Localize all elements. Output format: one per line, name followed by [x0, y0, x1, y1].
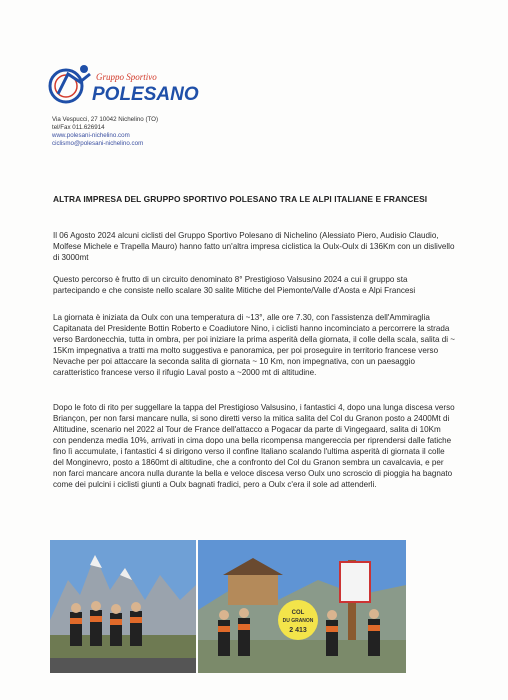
- address-line: Via Vespucci, 27 10042 Nichelino (TO): [52, 116, 159, 123]
- website-link[interactable]: www.polesani-nichelino.com: [52, 132, 130, 139]
- phone-line: tel/Fax 011.626914: [52, 124, 105, 131]
- sign-altitude: 2 413: [289, 627, 307, 634]
- photo-col-du-granon: [198, 540, 406, 673]
- paragraph-4: Dopo le foto di rito per suggellare la tappa del Prestigioso Valsusino, i fantastici 4, dopo una lunga discesa verso Briançon, per non farsi mancare nulla, si sono diretti verso la mitica salita del Col du Granon posto a 2400Mt di Altitudine, scenario nel 2022 al Tour de France dell'attacco a Pogacar da parte di Vingegaard, salita di 10Km con pendenza media 10%, arrivati in cima dopo una bella ricompensa mangereccia per riprendersi dalle fatiche fino lì accumulate, i fantastici 4 si dirigono verso il confine Italiano scalando l'ultima asperità di giornata il colle del Monginevro, posto a 1860mt di altitudine, che a confronto del Col du Granon sembra un cavalcavia, e per non farci mancare ancora nulla durante la bella e veloce discesa verso Oulx uno scroscio di pioggia ha bagnato come dei pulcini i ciclisti giunti a Oulx bagnati fradici, pero a Oulx c'era il sole ad attenderli.: [53, 403, 455, 489]
- email-link[interactable]: ciclismo@polesani-nichelino.com: [52, 140, 144, 147]
- paragraph-2: Questo percorso è frutto di un circuito denominato 8° Prestigioso Valsusino 2024 a cui il gruppo sta partecipando e che consiste nello scalare 30 salite Mitiche del Piemonte/Valle d'Aosta e Alpi Francesi: [53, 275, 416, 295]
- sign-line-1: COL: [291, 610, 305, 616]
- photo-cyclists-mountains: [50, 540, 196, 673]
- logo-text-main: POLESANO: [92, 84, 199, 105]
- club-logo: [46, 60, 199, 112]
- cyclist-logo-icon: [46, 60, 199, 112]
- paragraph-3: La giornata è iniziata da Oulx con una temperatura di ~13°, alle ore 7.30, con l'assistenza dell'Ammiraglia Capitanata del Presidente Bottin Roberto e Coadiutore Nino, i ciclisti hanno incominciato a percorrere la strada verso Bardonecchia, tutta in ombra, per poi iniziare la prima asperità della giornata, il colle della scala, salita di ~ 15Km impegnativa a tratti ma molto suggestiva e panoramica, per poi proseguire in territorio francese verso Nevache per poi attaccare la seconda salita di giornata ~ 10 Km, non impegnativa, con un paesaggio caratteristico francese verso il rifugio Laval posto a ~2000 mt di altitudine.: [53, 313, 455, 377]
- article-title: ALTRA IMPRESA DEL GRUPPO SPORTIVO POLESANO TRA LE ALPI ITALIANE E FRANCESI: [53, 194, 428, 204]
- paragraph-1: Il 06 Agosto 2024 alcuni ciclisti del Gruppo Sportivo Polesano di Nichelino (Alessiato Piero, Audisio Claudio, Molfese Michele e Trapella Mauro) hanno fatto un'altra impresa ciclistica la Oulx-Oulx di 136Km con un dislivello di 3000mt: [53, 231, 455, 262]
- logo-text-top: Gruppo Sportivo: [96, 72, 157, 82]
- sign-line-2: DU GRANON: [282, 618, 314, 624]
- address-block: [52, 116, 158, 148]
